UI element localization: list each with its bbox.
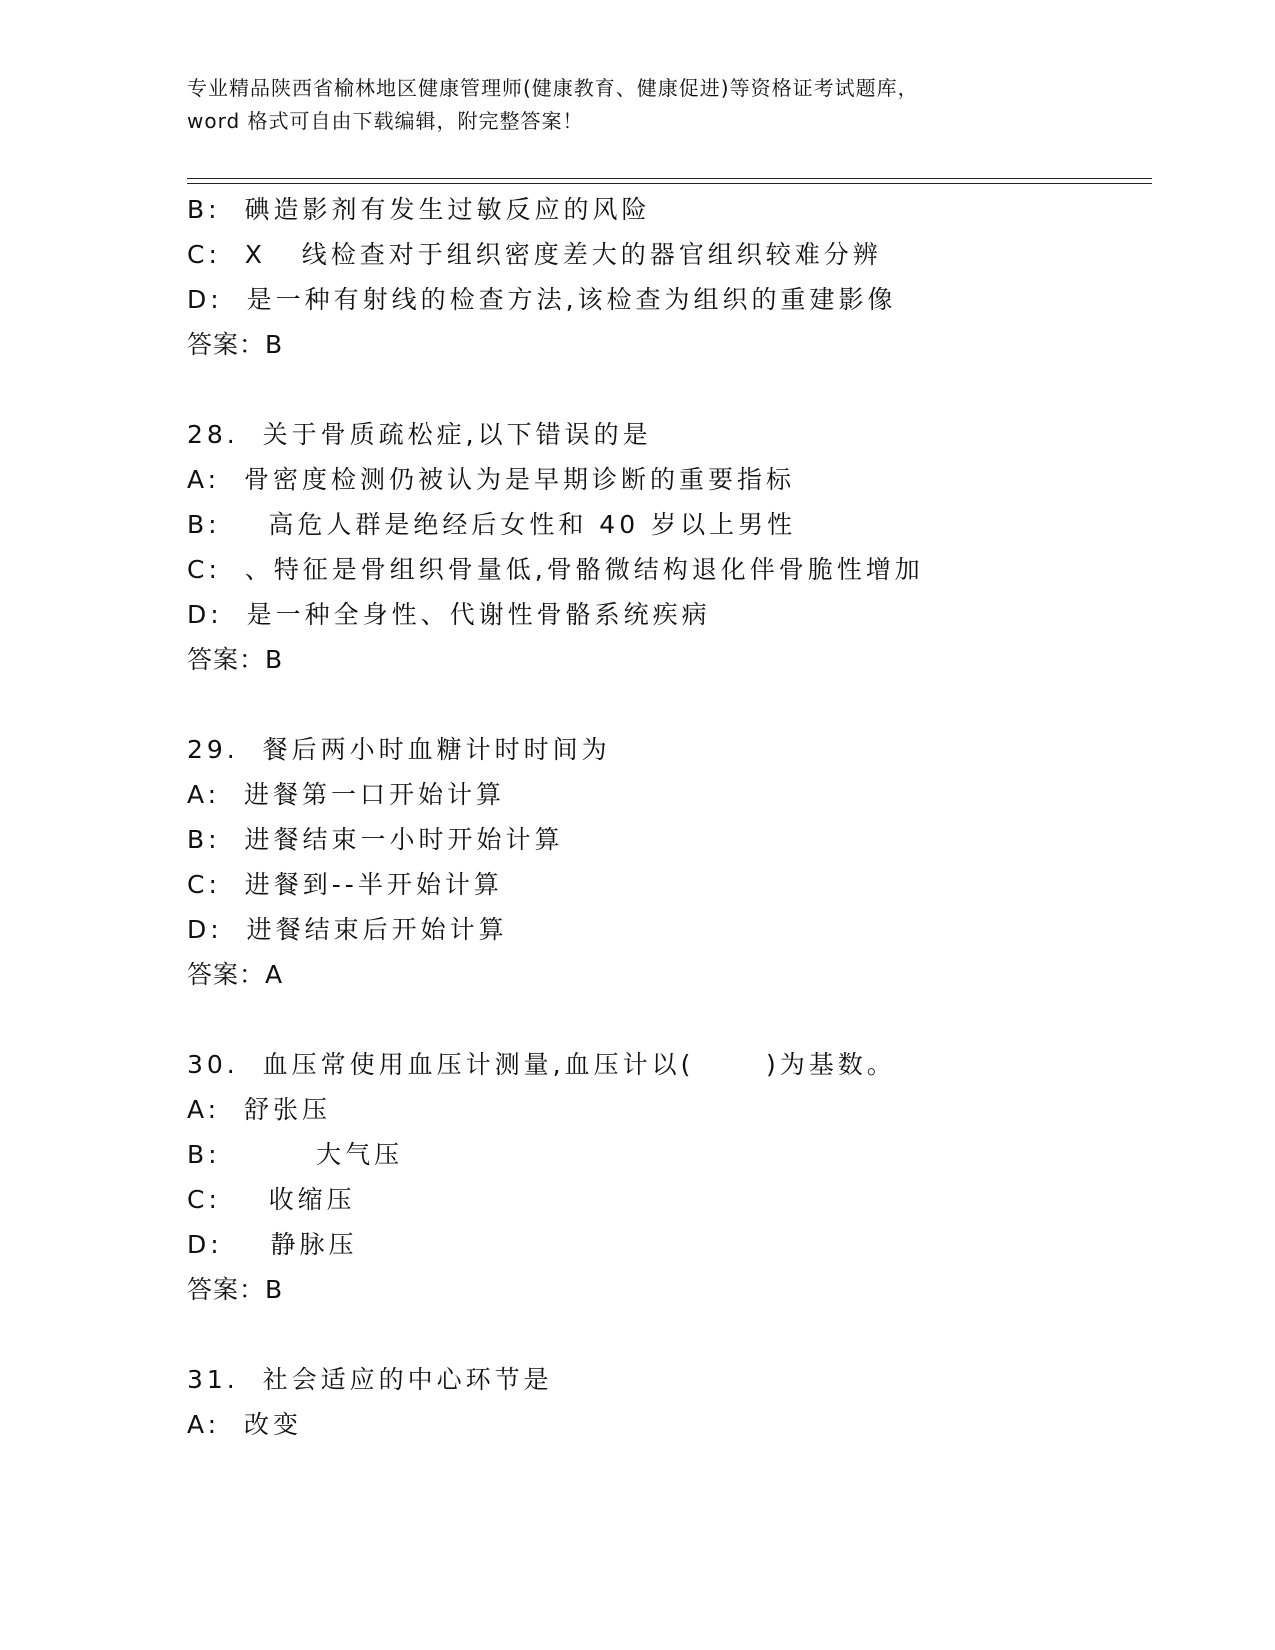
- q30-option-b: B: 大气压: [187, 1140, 404, 1169]
- q31-option-a: A: 改变: [187, 1410, 302, 1439]
- header-divider-top: [187, 178, 1152, 179]
- q30-question: 30. 血压常使用血压计测量,血压计以( )为基数。: [187, 1050, 896, 1079]
- q28-option-c: C: 、特征是骨组织骨量低,骨骼微结构退化伴骨脆性增加: [187, 555, 924, 584]
- header-line-1: 专业精品陕西省榆林地区健康管理师(健康教育、健康促进)等资格证考试题库，: [187, 76, 919, 100]
- q30-answer: 答案：B: [187, 1275, 284, 1304]
- q29-option-d: D: 进餐结束后开始计算: [187, 915, 508, 944]
- q29-option-a: A: 进餐第一口开始计算: [187, 780, 505, 809]
- q30-option-c: C: 收缩压: [187, 1185, 356, 1214]
- q28-question: 28. 关于骨质疏松症,以下错误的是: [187, 420, 652, 449]
- q28-answer: 答案：B: [187, 645, 284, 674]
- q31-question: 31. 社会适应的中心环节是: [187, 1365, 553, 1394]
- document-header: [187, 72, 1087, 138]
- q27-option-b: B: 碘造影剂有发生过敏反应的风险: [187, 195, 651, 224]
- q27-answer: 答案：B: [187, 330, 284, 359]
- q29-option-b: B: 进餐结束一小时开始计算: [187, 825, 564, 854]
- q29-answer: 答案：A: [187, 960, 284, 989]
- q30-option-a: A: 舒张压: [187, 1095, 331, 1124]
- q28-option-a: A: 骨密度检测仍被认为是早期诊断的重要指标: [187, 465, 795, 494]
- header-line-2: word 格式可自由下载编辑，附完整答案！: [187, 109, 584, 133]
- header-divider-bottom: [187, 183, 1152, 184]
- q27-option-d: D: 是一种有射线的检查方法,该检查为组织的重建影像: [187, 285, 897, 314]
- q27-option-c: C: X 线检查对于组织密度差大的器官组织较难分辨: [187, 240, 882, 269]
- q29-question: 29. 餐后两小时血糖计时时间为: [187, 735, 611, 764]
- q28-option-d: D: 是一种全身性、代谢性骨骼系统疾病: [187, 600, 711, 629]
- q29-option-c: C: 进餐到--半开始计算: [187, 870, 503, 899]
- q28-option-b: B: 高危人群是绝经后女性和 40 岁以上男性: [187, 510, 797, 539]
- q30-option-d: D: 静脉压: [187, 1230, 358, 1259]
